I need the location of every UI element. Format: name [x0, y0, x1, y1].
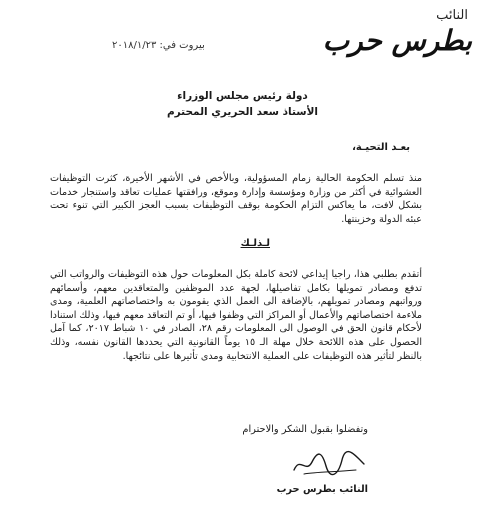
recipient-block [167, 88, 318, 120]
signature-name: النائب بطرس حرب [276, 484, 368, 495]
handwritten-signature [290, 448, 368, 480]
closing-line: وتفضلوا بقبول الشكر والاحترام [242, 424, 368, 435]
paragraph-request: أتقدم بطلبي هذا، راجيا إيداعي لائحة كاملة بكل المعلومات حول هذه التوظيفات والرواتب التي تدفع ومصادر تمويلها بكامل تفاصيلها، لجهة عدد الموظفين والمتعاقدين معهم، وأسمائهم ورواتبهم ومصادر تمويلهم، بالإضافة الى العمل الذي يقومون به واختصاصاتهم العلمية، ومدى ملاءمة اختصاصاتهم والأعمال أو المراكز التي وظفوا فيها، أو تم التعاقد معهم فيها، وذلك استنادا لأحكام قانون الحق في الوصول الى المعلومات رقم ٢٨، الصادر في ١٠ شباط ٢٠١٧، كما آمل الحصول على هذه اللائحة خلال مهلة الـ ١٥ يوماً القانونية التي يحددها القانون نفسه، وذلك بالنظر لتأثير هذه التوظيفات على العملية الانتخابية ومدى تأثيرها على نتائجها. [50, 269, 423, 362]
recipient-title: دولة رئيس مجلس الوزراء [177, 90, 308, 102]
greeting: بعـد التحيـة، [352, 142, 410, 153]
letterhead-name-logo: بطرس حرب [322, 24, 472, 57]
section-heading: لـذلـك [240, 238, 270, 249]
recipient-name: الأستاذ سعد الحريري المحترم [166, 106, 318, 118]
letterhead-title-small: النائب [436, 8, 468, 23]
letter-date: بيروت في: ٢٠١٨/١/٢٣ [112, 40, 205, 51]
paragraph-intro: منذ تسلم الحكومة الحالية زمام المسؤولية، وبالأخص في الأشهر الأخيرة، كثرت التوظيفات العشوائية في أكثر من وزارة ومؤسسة وإدارة وموقع، ورافقتها عمليات تعاقد واستنجار خدمات بشكل لافت، ما يعاكس التزام الحكومة بوقف التوظيفات بسبب العجز الكبير التي تنوء تحت عبئه الدولة وخزينتها. [50, 173, 422, 225]
